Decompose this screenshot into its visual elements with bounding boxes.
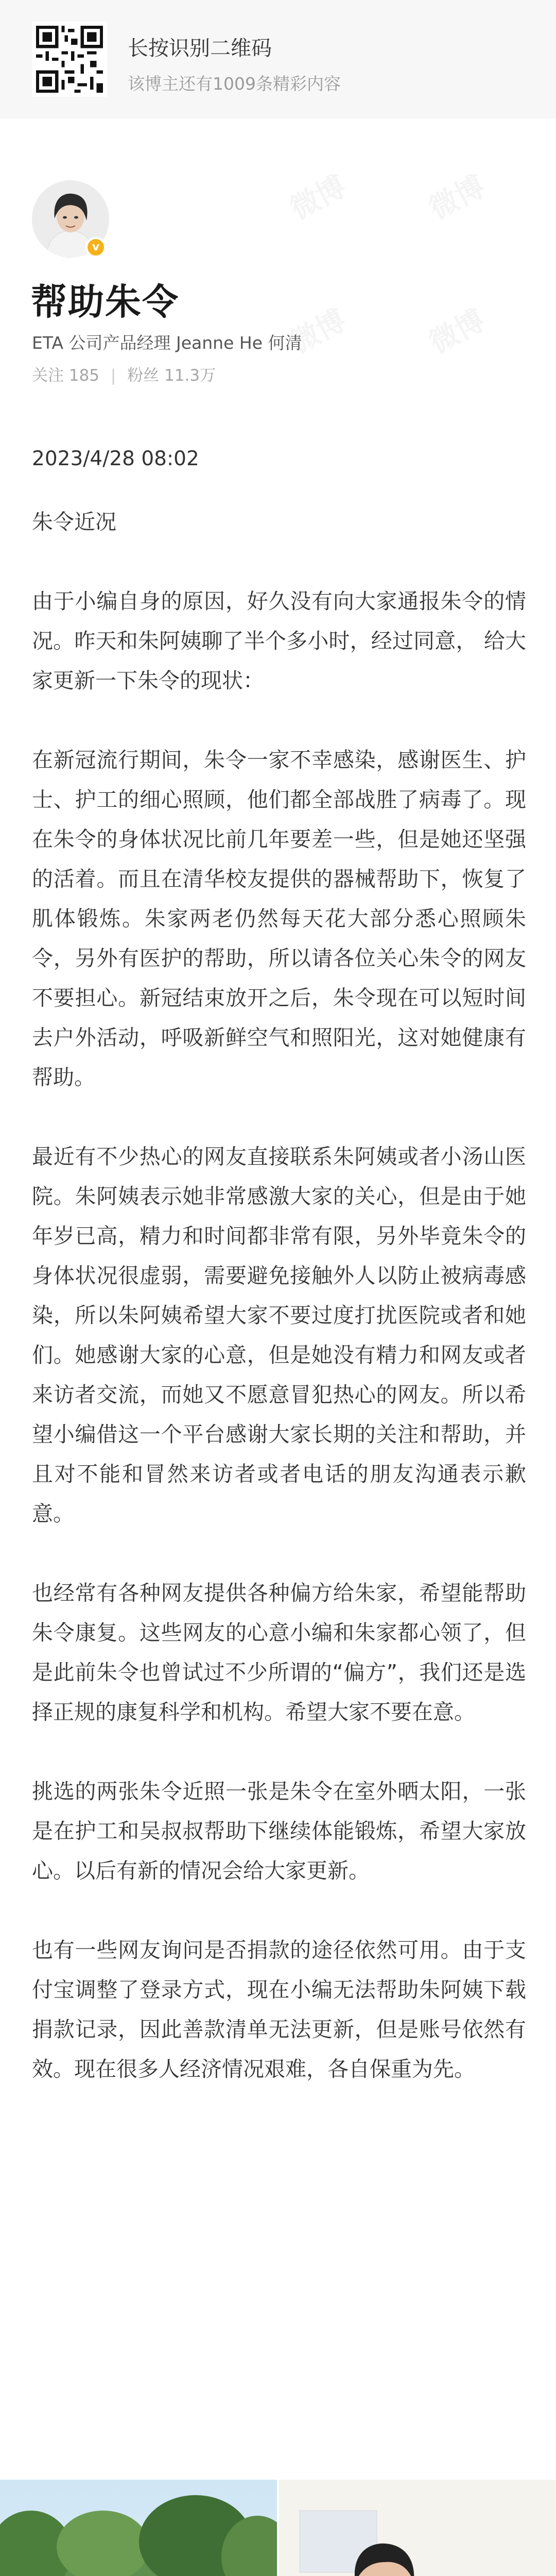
profile-stats — [32, 362, 216, 385]
watermark-text — [421, 298, 491, 361]
follow-count[interactable]: 关注 185 — [32, 366, 100, 385]
post-photo-outdoor[interactable] — [0, 2480, 277, 2576]
banner-title: 长按识别二维码 — [128, 37, 272, 60]
post-paragraph: 最近有不少热心的网友直接联系朱阿姨或者小汤山医院。朱阿姨表示她非常感激大家的关心，但是由于她年岁已高，精力和时间都非常有限，另外毕竟朱令的身体状况很虚弱，需要避免接触外人以防止被病毒感染，所以朱阿姨希望大家不要过度打扰医院或者和她们。她感谢大家的心意，但是她没有精力和网友或者来访者交流，而她又不愿意冒犯热心的网友。所以希望小编借这一个平台感谢大家长期的关注和帮助，并且对不能和冒然来访者或者电话的朋友沟通表示歉意。 — [32, 1144, 526, 1526]
post-paragraph: 在新冠流行期间，朱令一家不幸感染，感谢医生、护士、护工的细心照顾，他们都全部战胜了病毒了。现在朱令的身体状况比前几年要差一些，但是她还坚强的活着。而且在清华校友提供的器械帮助下，恢复了肌体锻炼。朱家两老仍然每天花大部分悉心照顾朱令，另外有医护的帮助，所以请各位关心朱令的网友不要担心。新冠结束放开之后，朱令现在可以短时间去户外活动，呼吸新鲜空气和照阳光，这对她健康有帮助。 — [32, 748, 526, 1090]
fans-count[interactable]: 粉丝 11.3万 — [127, 366, 216, 385]
watermark-text — [282, 164, 352, 227]
profile-name[interactable]: 帮助朱令 — [31, 281, 179, 323]
post-body — [32, 502, 526, 2129]
profile-bio: ETA 公司产品经理 Jeanne He 何清 — [32, 333, 302, 353]
post-paragraph: 由于小编自身的原因，好久没有向大家通报朱令的情况。昨天和朱阿姨聊了半个多小时，经过同意， 给大家更新一下朱令的现状： — [32, 589, 526, 693]
post-date: 2023/4/28 08:02 — [32, 447, 199, 470]
qr-banner[interactable] — [0, 0, 556, 118]
post-paragraph: 朱令近况 — [32, 510, 116, 534]
post-paragraph: 也有一些网友询问是否捐款的途径依然可用。由于支付宝调整了登录方式，现在小编无法帮助朱阿姨下载捐款记录，因此善款清单无法更新，但是账号依然有效。现在很多人经济情况艰难，各自保重为先。 — [32, 1938, 526, 2081]
watermark-text — [421, 164, 491, 227]
post-photo-exercise[interactable] — [279, 2480, 556, 2576]
post-paragraph: 也经常有各种网友提供各种偏方给朱家，希望能帮助朱令康复。这些网友的心意小编和朱家都心领了，但是此前朱令也曾试过不少所谓的“偏方”，我们还是选择正规的康复科学和机构。希望大家不要在意。 — [32, 1581, 526, 1724]
post-paragraph: 挑选的两张朱令近照一张是朱令在室外晒太阳，一张是在护工和吴叔叔帮助下继续体能锻炼，希望大家放心。以后有新的情况会给大家更新。 — [32, 1779, 526, 1883]
stats-divider: | — [110, 366, 116, 385]
banner-subtitle: 该博主还有1009条精彩内容 — [128, 74, 341, 94]
qr-code-icon[interactable] — [32, 22, 107, 97]
post-photos — [0, 2480, 556, 2576]
verified-badge-icon: v — [85, 237, 106, 258]
